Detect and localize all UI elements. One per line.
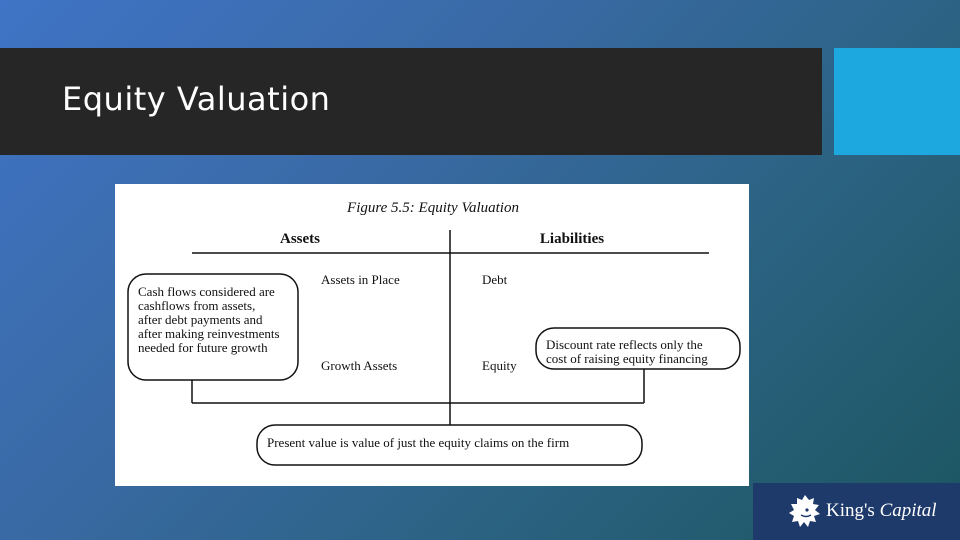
- logo-text: [826, 500, 937, 522]
- equity-label: Equity: [482, 358, 517, 373]
- growth-assets-label: Growth Assets: [321, 358, 398, 373]
- slide-title: Equity Valuation: [62, 80, 331, 118]
- discount-note: [546, 337, 708, 366]
- present-value-note: Present value is value of just the equity claims on the firm: [267, 435, 570, 450]
- cashflow-note-line: Cash flows considered are: [138, 284, 275, 299]
- cashflow-note-line: cashflows from assets,: [138, 298, 256, 313]
- cashflow-note-line: after making reinvestments: [138, 326, 280, 341]
- discount-note-line: cost of raising equity financing: [546, 351, 708, 366]
- figure-panel: [115, 184, 749, 486]
- debt-label: Debt: [482, 272, 508, 287]
- cashflow-note: [138, 284, 283, 355]
- cashflow-note-line: needed for future growth: [138, 340, 268, 355]
- assets-header: Assets: [280, 231, 320, 247]
- lion-head-icon: [785, 492, 825, 532]
- liabilities-header: Liabilities: [539, 231, 605, 247]
- logo-name-part1: King's: [826, 500, 875, 521]
- figure-caption: Figure 5.5: Equity Valuation: [347, 200, 519, 216]
- assets-in-place-label: Assets in Place: [321, 272, 400, 287]
- equity-valuation-diagram: [115, 184, 749, 486]
- cashflow-note-line: after debt payments and: [138, 312, 263, 327]
- discount-note-line: Discount rate reflects only the: [546, 337, 703, 352]
- accent-block: [834, 48, 960, 155]
- logo-name-part2: Capital: [879, 500, 937, 521]
